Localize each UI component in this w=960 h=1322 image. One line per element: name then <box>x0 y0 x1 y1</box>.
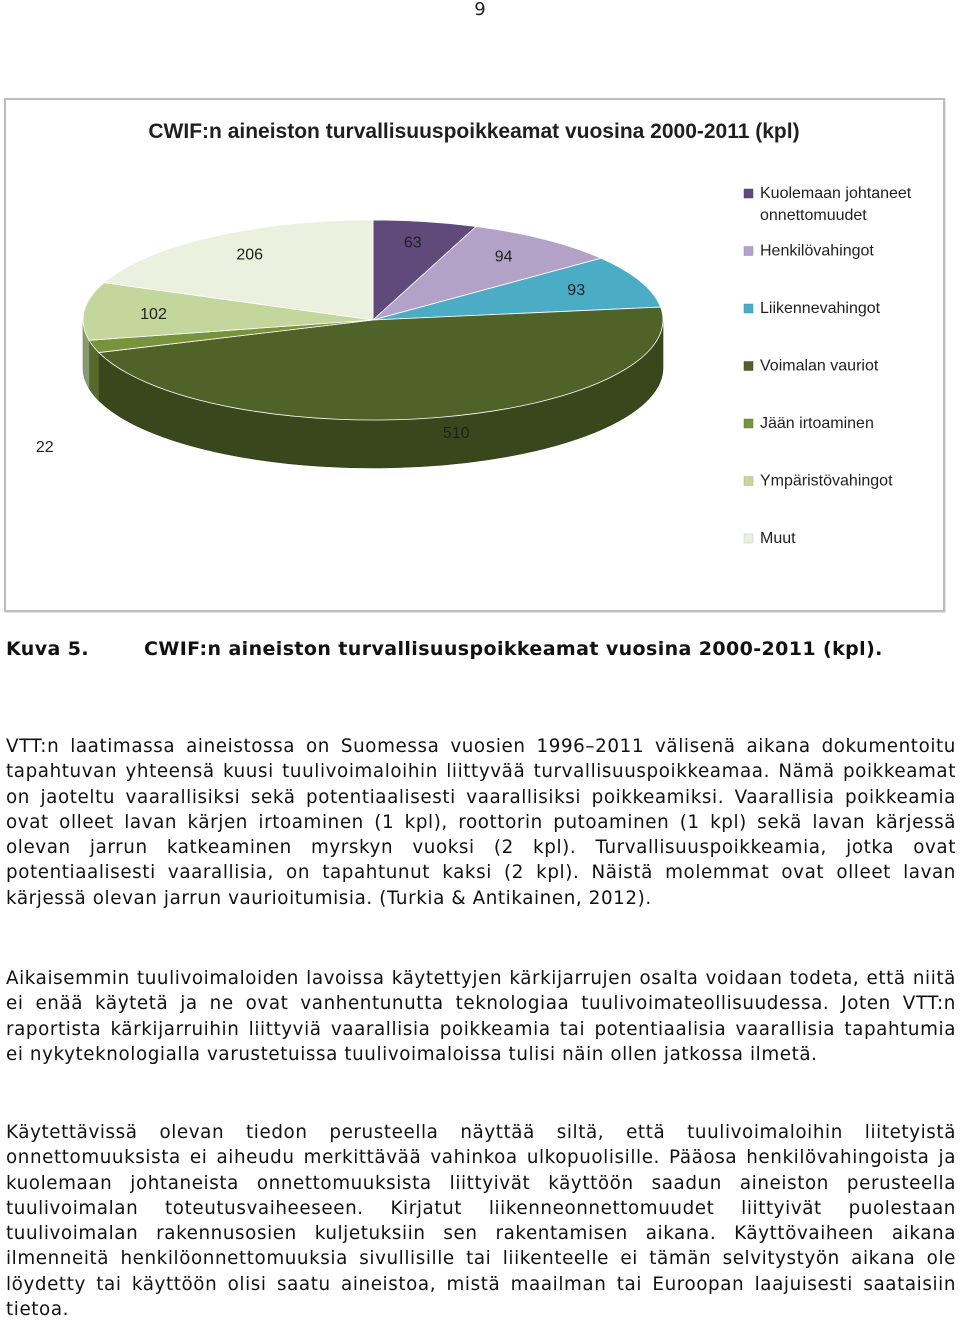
legend-swatch <box>744 419 753 428</box>
pie-chart-figure <box>4 98 945 612</box>
page-number: 9 <box>474 0 486 20</box>
legend-label: Voimalan vauriot <box>760 357 879 375</box>
body-paragraph-3: Käytettävissä olevan tiedon perusteella näyttää siltä, että tuulivoimaloihin liitetyistä onnettomuuksista ei aiheudu merkittävää vahinkoa ulkopuolisille. Pääosa henkilövahingoista ja kuolemaan johtaneista onnettomuuksista liittyivät käyttöön saadun aineiston perusteella tuulivoimalan toteutusvaiheeseen. Kirjatut liikenneonnettomuudet liittyivät puolestaan tuulivoimalan rakennusosien kuljetuksiin sen rakentamisen aikana. Käyttövaiheen aikana ilmenneitä henkilöonnettomuuksia sivullisille tai liikenteelle ei tämän selvitystyön aikana ole löydetty tai käyttöön olisi saatu aineistoa, mistä maailman tai Euroopan laajuisesti saataisiin tietoa. <box>6 1122 956 1321</box>
legend-swatch <box>744 304 753 313</box>
legend-label: Jään irtoaminen <box>760 415 874 432</box>
pie-data-label: 510 <box>442 425 470 442</box>
body-paragraph-2: Aikaisemmin tuulivoimaloiden lavoissa käytettyjen kärkijarrujen osalta voidaan todeta, että niitä ei enää käytetä ja ne ovat vanhentunutta teknologiaa tuulivoimateollisuudessa. Joten VTT:n raportista kärkijarruihin liittyviä vaarallisia poikkeamia tai potentiaalisia vaarallisia tapahtumia ei nykyteknologialla varustetuissa tuulivoimaloissa tulisi näin ollen jatkossa ilmetä. <box>6 968 956 1065</box>
legend-swatch <box>744 534 753 543</box>
legend-swatch <box>744 477 753 486</box>
legend-label: Kuolemaan johtaneet <box>760 185 912 202</box>
legend-label: Ympäristövahingot <box>760 472 893 490</box>
pie-data-label: 63 <box>403 234 422 252</box>
figure-caption-text: CWIF:n aineiston turvallisuuspoikkeamat vuosina 2000-2011 (kpl). <box>144 638 883 660</box>
legend-label: onnettomuudet <box>760 207 867 224</box>
legend-label: Muut <box>760 530 796 547</box>
body-paragraph-1: VTT:n laatimassa aineistossa on Suomessa vuosien 1996–2011 välisenä aikana dokumentoitu tapahtuvan yhteensä kuusi tuulivoimaloihin liittyvää turvallisuuspoikkeamaa. Nämä poikkeamat on jaoteltu vaarallisiksi sekä potentiaalisesti vaarallisiksi poikkeamiksi. Vaarallisia poikkeamia ovat olleet lavan kärjen irtoaminen (1 kpl), roottorin putoaminen (1 kpl) sekä lavan kärjessä olevan jarrun katkeaminen myrskyn vuoksi (2 kpl). Turvallisuuspoikkeamia, jotka ovat potentiaalisesti vaarallisia, on tapahtunut kaksi (2 kpl). Näistä molemmat ovat olleet lavan kärjessä olevan jarrun vaurioitumisia. (Turkia & Antikainen, 2012). <box>6 736 956 909</box>
pie-data-label: 93 <box>567 282 586 299</box>
pie-data-label: 206 <box>236 246 264 264</box>
pie-data-label: 22 <box>35 439 54 457</box>
pie-slices <box>83 220 663 420</box>
pie-data-label: 94 <box>494 248 513 266</box>
figure-caption <box>6 636 956 662</box>
legend-swatch <box>744 247 753 256</box>
chart-legend <box>744 185 912 547</box>
pie-chart <box>6 100 943 610</box>
legend-swatch <box>744 362 753 371</box>
legend-label: Henkilövahingot <box>760 242 874 260</box>
pie-data-label: 102 <box>140 305 167 323</box>
chart-title: CWIF:n aineiston turvallisuuspoikkeamat vuosina 2000-2011 (kpl) <box>148 120 800 143</box>
legend-swatch <box>744 189 753 198</box>
legend-label: Liikennevahingot <box>760 300 881 317</box>
figure-caption-label: Kuva 5. <box>6 638 89 660</box>
